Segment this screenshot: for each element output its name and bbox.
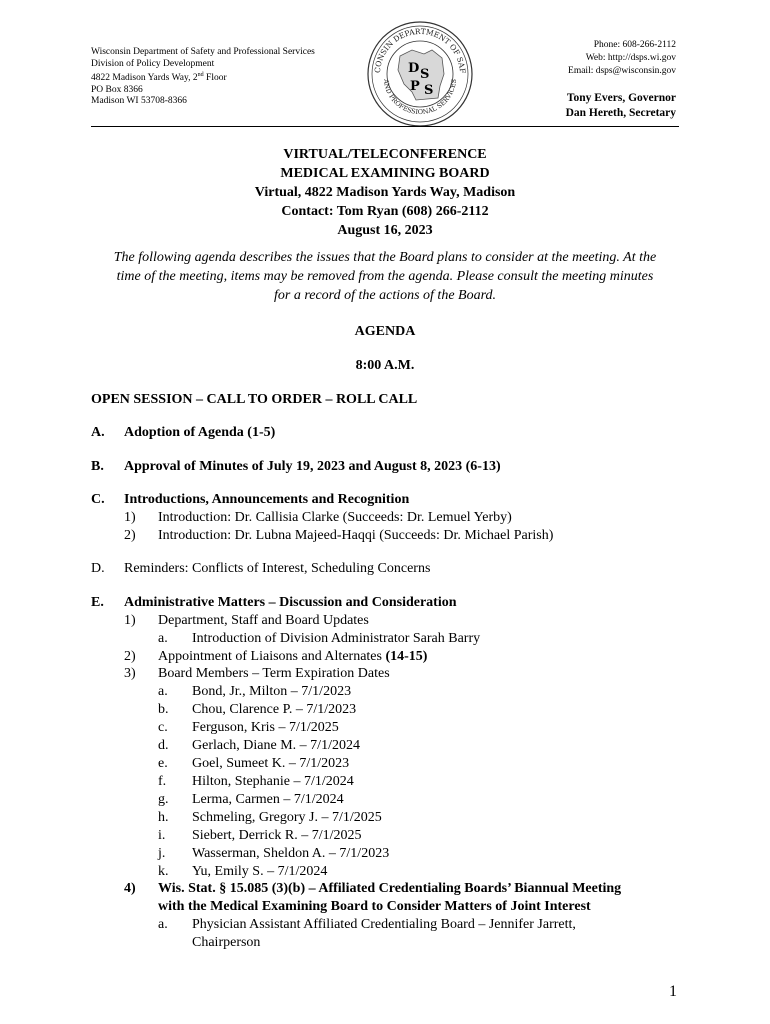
agenda-heading: AGENDA: [354, 324, 416, 339]
sub-label: 2): [124, 649, 136, 664]
list-item: [158, 737, 389, 755]
phone: Phone: 608-266-2112: [593, 40, 676, 50]
sub-sub-item: Introduction of Division Administrator Sarah Barry: [192, 631, 481, 646]
list-item: [158, 827, 389, 845]
list-item: [158, 701, 389, 719]
page-number: 1: [669, 983, 677, 1000]
list-label: b.: [158, 702, 169, 717]
sub-item-text: Appointment of Liaisons and Alternates: [158, 649, 382, 664]
title-line: August 16, 2023: [337, 223, 433, 238]
list-item: [158, 845, 389, 863]
title-line: MEDICAL EXAMINING BOARD: [280, 166, 490, 181]
address-line: Madison WI 53708-8366: [91, 96, 187, 107]
header-divider: [91, 126, 679, 127]
sub-item: Wis. Stat. § 15.085 (3)(b) – Affiliated Credentialing Boards’ Biannual Meeting: [158, 881, 622, 896]
item-b-text: Approval of Minutes of July 19, 2023 and August 8, 2023 (6-13): [124, 459, 501, 474]
item-c-text: Introductions, Announcements and Recognition: [124, 492, 410, 507]
list-label: e.: [158, 756, 168, 771]
list-item: [158, 863, 389, 881]
contact-info: [568, 39, 676, 78]
svg-text:S: S: [420, 67, 430, 82]
list-item: [158, 809, 389, 827]
title-line: Virtual, 4822 Madison Yards Way, Madison: [254, 185, 516, 200]
list-item: [158, 773, 389, 791]
member-entry: Gerlach, Diane M. – 7/1/2024: [192, 738, 360, 753]
sub-item: Introduction: Dr. Lubna Majeed-Haqqi (Succeeds: Dr. Michael Parish): [158, 528, 554, 543]
sub-item: Introduction: Dr. Callisia Clarke (Succeeds: Dr. Lemuel Yerby): [158, 510, 512, 525]
item-label: A.: [91, 425, 105, 440]
list-label: i.: [158, 828, 166, 843]
dsps-seal-logo: [366, 20, 474, 128]
member-entry: Goel, Sumeet K. – 7/1/2023: [192, 756, 350, 771]
sub-label: 1): [124, 613, 136, 628]
email-link[interactable]: Email: dsps@wisconsin.gov: [568, 66, 676, 76]
title-line: VIRTUAL/TELECONFERENCE: [283, 147, 487, 162]
item-d-text: Reminders: Conflicts of Interest, Scheduling Concerns: [124, 561, 431, 576]
svg-text:S: S: [424, 83, 434, 98]
svg-text:P: P: [410, 79, 420, 94]
meeting-time: 8:00 A.M.: [355, 358, 415, 373]
sub-sub-label: a.: [158, 917, 168, 932]
list-label: f.: [158, 774, 167, 789]
meeting-title: [0, 145, 770, 240]
title-line: Contact: Tom Ryan (608) 266-2112: [281, 204, 489, 219]
member-entry: Ferguson, Kris – 7/1/2025: [192, 720, 339, 735]
list-item: [158, 791, 389, 809]
list-label: k.: [158, 864, 169, 879]
list-label: a.: [158, 684, 168, 699]
item-label: E.: [91, 595, 104, 610]
sub-label: 2): [124, 528, 136, 543]
item-label: D.: [91, 561, 105, 576]
item-a-text: Adoption of Agenda (1-5): [124, 425, 276, 440]
page-range: (14-15): [385, 649, 428, 664]
address-line: PO Box 8366: [91, 84, 143, 95]
svg-text:AND PROFESSIONAL SERVICES: AND PROFESSIONAL SERVICES: [381, 78, 459, 117]
agenda-intro: [88, 248, 682, 305]
sub-label: 4): [124, 881, 136, 896]
sub-sub-label: a.: [158, 631, 168, 646]
list-label: c.: [158, 720, 168, 735]
intro-line: time of the meeting, items may be removed from the agenda. Please consult the meeting minutes: [116, 269, 654, 284]
member-entry: Bond, Jr., Milton – 7/1/2023: [192, 684, 352, 699]
sub-label: 1): [124, 510, 136, 525]
governor: Tony Evers, Governor: [566, 92, 676, 104]
item-label: B.: [91, 459, 104, 474]
officials: [566, 91, 676, 121]
list-label: g.: [158, 792, 169, 807]
svg-text:D: D: [408, 61, 420, 76]
item-label: C.: [91, 492, 105, 507]
sub-sub-item: Physician Assistant Affiliated Credentialing Board – Jennifer Jarrett,: [192, 917, 576, 932]
member-entry: Yu, Emily S. – 7/1/2024: [192, 864, 328, 879]
sub-item: Board Members – Term Expiration Dates: [158, 666, 390, 681]
board-member-list: [158, 683, 389, 881]
secretary: Dan Hereth, Secretary: [565, 107, 676, 119]
list-item: [158, 719, 389, 737]
address-line: Division of Policy Development: [91, 58, 215, 69]
svg-text:WISCONSIN DEPARTMENT OF SAFETY: CONSIN DEPARTMENT OF SAF: [372, 26, 468, 74]
web-link[interactable]: Web: http://dsps.wi.gov: [585, 53, 676, 63]
sub-item: Department, Staff and Board Updates: [158, 613, 369, 628]
member-entry: Schmeling, Gregory J. – 7/1/2025: [192, 810, 382, 825]
member-entry: Hilton, Stephanie – 7/1/2024: [192, 774, 354, 789]
sub-item: with the Medical Examining Board to Consider Matters of Joint Interest: [158, 899, 591, 914]
open-session-heading: OPEN SESSION – CALL TO ORDER – ROLL CALL: [91, 392, 418, 407]
item-e-text: Administrative Matters – Discussion and Consideration: [124, 595, 457, 610]
list-item: [158, 755, 389, 773]
list-item: [158, 683, 389, 701]
list-label: d.: [158, 738, 169, 753]
list-label: h.: [158, 810, 169, 825]
address-line: 4822 Madison Yards Way, 2nd Floor: [91, 72, 227, 84]
member-entry: Siebert, Derrick R. – 7/1/2025: [192, 828, 362, 843]
list-label: j.: [158, 846, 166, 861]
address-line: Wisconsin Department of Safety and Professional Services: [91, 47, 315, 57]
intro-line: The following agenda describes the issues that the Board plans to consider at the meeting. At the: [113, 250, 657, 265]
intro-line: for a record of the actions of the Board.: [273, 288, 497, 303]
member-entry: Chou, Clarence P. – 7/1/2023: [192, 702, 357, 717]
department-address: [91, 47, 315, 108]
sub-sub-item: Chairperson: [192, 935, 261, 950]
member-entry: Lerma, Carmen – 7/1/2024: [192, 792, 344, 807]
member-entry: Wasserman, Sheldon A. – 7/1/2023: [192, 846, 390, 861]
sub-item: [158, 648, 427, 666]
sub-label: 3): [124, 666, 136, 681]
